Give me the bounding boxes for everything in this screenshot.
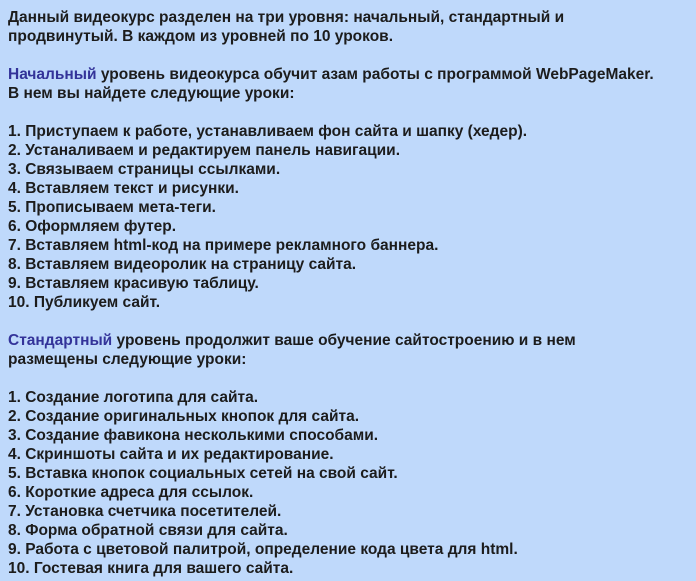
list-item: 3. Создание фавикона несколькими способами. [8,427,379,444]
list-item: 10. Публикуем сайт. [8,294,161,311]
basic-lessons-list [8,122,688,312]
spacer [8,46,688,65]
spacer [8,103,688,122]
list-item: 2. Устаналиваем и редактируем панель навигации. [8,142,401,159]
list-item: 5. Прописываем мета-теги. [8,199,216,216]
list-item: 7. Вставляем html-код на примере рекламного баннера. [8,237,439,254]
list-item: 10. Гостевая книга для вашего сайта. [8,560,294,577]
spacer [8,369,688,388]
list-item: 7. Установка счетчика посетителей. [8,503,282,520]
intro-line-1: Данный видеокурс разделен на три уровня: начальный, стандартный и [8,9,565,26]
list-item: 6. Оформляем футер. [8,218,177,235]
list-item: 8. Форма обратной связи для сайта. [8,522,288,539]
basic-heading-line-1 [8,65,688,84]
standard-heading-line-1 [8,331,688,350]
list-item: 5. Вставка кнопок социальных сетей на свой сайт. [8,465,398,482]
list-item: 2. Создание оригинальных кнопок для сайта. [8,408,359,425]
standard-level-accent: Стандартный [8,332,113,349]
list-item: 4. Вставляем текст и рисунки. [8,180,239,197]
list-item: 4. Скриншоты сайта и их редактирование. [8,446,334,463]
list-item: 9. Работа с цветовой палитрой, определение кода цвета для html. [8,541,518,558]
basic-level-accent: Начальный [8,66,97,83]
spacer [8,312,688,331]
standard-lessons-list [8,388,688,578]
standard-heading-line-2: размещены следующие уроки: [8,351,247,368]
basic-heading-line-2: В нем вы найдете следующие уроки: [8,85,295,102]
list-item: 3. Связываем страницы ссылками. [8,161,281,178]
standard-heading-text: уровень продолжит ваше обучение сайтостроению и в нем [112,332,576,349]
intro-line-2: продвинутый. В каждом из уровней по 10 уроков. [8,28,394,45]
list-item: 8. Вставляем видеоролик на страницу сайта. [8,256,357,273]
list-item: 9. Вставляем красивую таблицу. [8,275,259,292]
list-item: 1. Создание логотипа для сайта. [8,389,259,406]
basic-heading-text: уровень видеокурса обучит азам работы с программой WebPageMaker. [96,66,654,83]
list-item: 1. Приступаем к работе, устанавливаем фон сайта и шапку (хедер). [8,123,528,140]
list-item: 6. Короткие адреса для ссылок. [8,484,254,501]
